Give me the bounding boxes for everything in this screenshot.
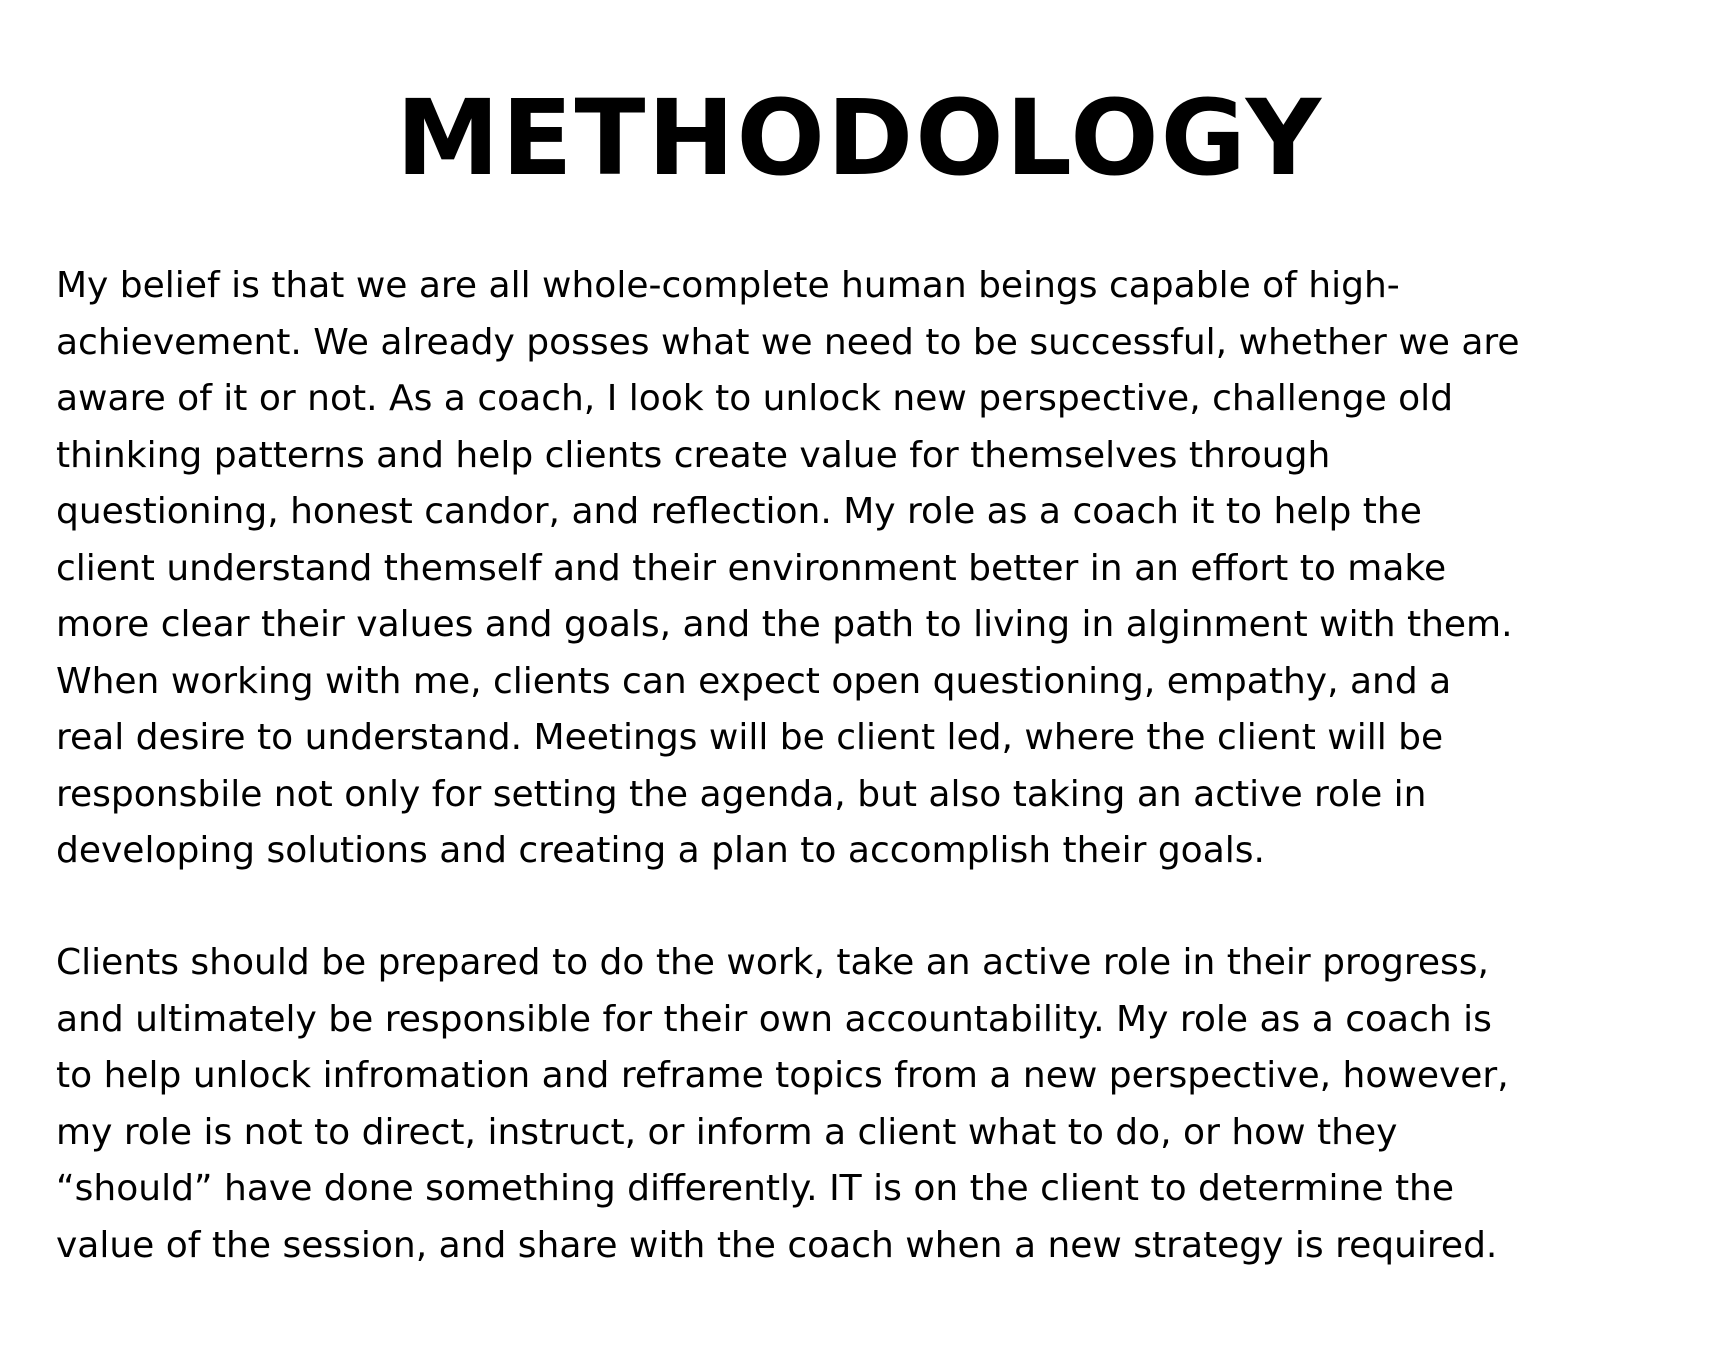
paragraph-line: thinking patterns and help clients create value for themselves through — [56, 434, 1331, 476]
paragraph-line: value of the session, and share with the coach when a new strategy is required. — [56, 1224, 1498, 1266]
paragraph-line: Clients should be prepared to do the work, take an active role in their progress, — [56, 942, 1489, 983]
page-title: METHODOLOGY — [395, 77, 1324, 199]
paragraph-line: responsbile not only for setting the agenda, but also taking an active role in — [56, 773, 1427, 815]
paragraph-2 — [56, 935, 1676, 1274]
paragraph-line: my role is not to direct, instruct, or inform a client what to do, or how they — [56, 1111, 1398, 1153]
paragraph-line: “should” have done something differently. IT is on the client to determine the — [56, 1168, 1455, 1209]
paragraph-1 — [56, 258, 1676, 880]
paragraph-line: aware of it or not. As a coach, I look to unlock new perspective, challenge old — [56, 378, 1454, 419]
paragraph-line: developing solutions and creating a plan to accomplish their goals. — [56, 830, 1265, 871]
paragraph-line: to help unlock infromation and reframe topics from a new perspective, however, — [56, 1055, 1509, 1096]
paragraph-line: real desire to understand. Meetings will be client led, where the client will be — [56, 717, 1444, 758]
paragraph-line: questioning, honest candor, and reflection. My role as a coach it to help the — [56, 491, 1422, 532]
paragraph-line: client understand themself and their environment better in an effort to make — [56, 547, 1447, 589]
paragraph-line: My belief is that we are all whole-complete human beings capable of high- — [56, 265, 1400, 306]
paragraph-line: achievement. We already posses what we need to be successful, whether we are — [56, 321, 1520, 363]
paragraph-line: and ultimately be responsible for their own accountability. My role as a coach is — [56, 998, 1492, 1040]
paragraph-line: When working with me, clients can expect open questioning, empathy, and a — [56, 660, 1452, 702]
paragraph-line: more clear their values and goals, and the path to living in alginment with them. — [56, 604, 1513, 645]
